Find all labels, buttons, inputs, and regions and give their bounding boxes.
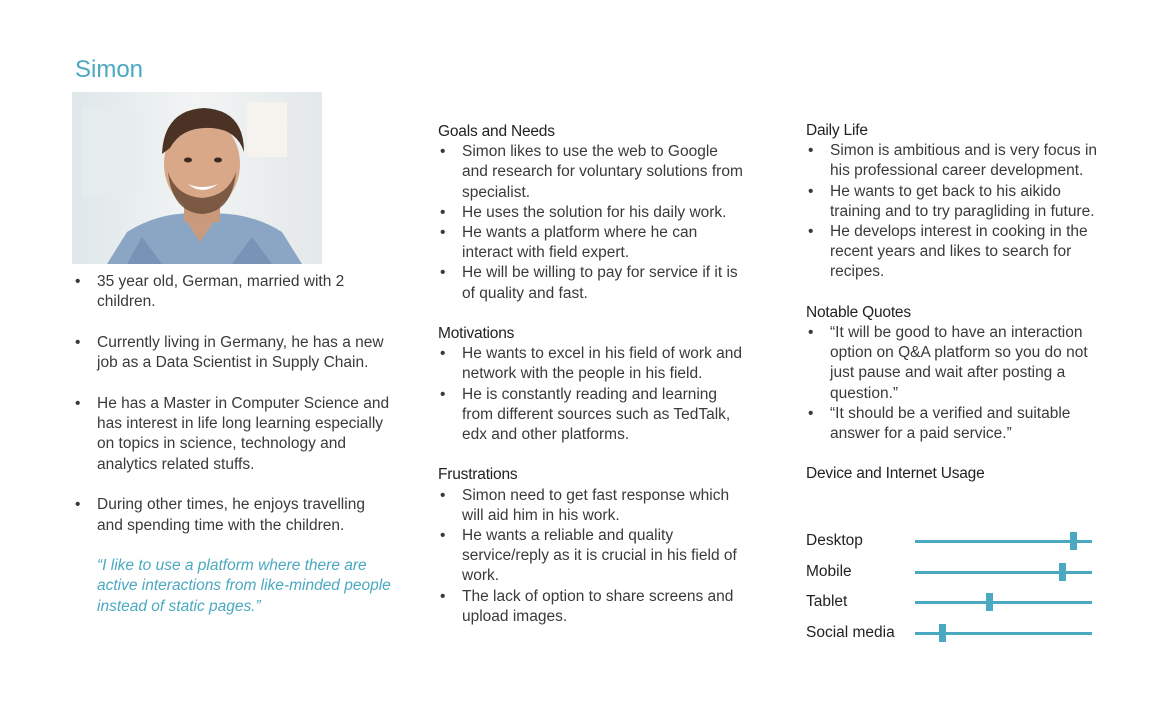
usage-label: Social media [806,623,895,641]
goal-item: • He will be willing to pay for service if it is of quality and fast. [438,263,748,303]
motivations-title: Motivations [438,325,515,343]
quotes-section [806,303,1116,444]
daily-life-item: • He develops interest in cooking in the recent years and likes to search for recipes. [806,222,1116,283]
usage-label: Desktop [806,532,863,549]
detail-item: • During other times, he enjoys travelling and spending time with the children. [73,495,393,536]
usage-knob [939,624,946,642]
usage-track [915,632,1092,635]
usage-row [806,591,1096,622]
frustrations-title: Frustrations [438,466,518,484]
detail-item: • 35 year old, German, married with 2 children. [73,272,393,313]
middle-column [438,122,748,647]
daily-life-section [806,121,1116,283]
daily-life-item: • He wants to get back to his aikido training and to try paragliding in future. [806,182,1116,222]
right-column [806,121,1116,485]
frustration-item: • Simon need to get fast response which will aid him in his work. [438,486,748,526]
persona-details [73,272,393,617]
persona-photo [72,92,322,264]
quotes-title: Notable Quotes [806,303,911,321]
motivations-section [438,324,748,445]
usage-row [806,561,1096,592]
quote-item: • “It will be good to have an interaction option on Q&A platform so you do not just pause and wait after posting a question.” [806,323,1116,404]
usage-knob [1059,563,1066,581]
goal-item: • Simon likes to use the web to Google and research for voluntary solutions from specialist. [438,142,748,203]
usage-track [915,540,1092,543]
usage-track [915,571,1092,574]
frustrations-section [438,465,748,627]
goal-item: • He wants a platform where he can interact with field expert. [438,223,748,263]
usage-chart [806,530,1096,652]
detail-item: • Currently living in Germany, he has a new job as a Data Scientist in Supply Chain. [73,333,393,374]
frustration-item: • The lack of option to share screens and upload images. [438,587,748,627]
motivation-item: • He is constantly reading and learning from different sources such as TedTalk, edx and other platforms. [438,385,748,446]
motivation-item: • He wants to excel in his field of work and network with the people in his field. [438,344,748,384]
usage-track [915,601,1092,604]
quote-item: • “It should be a verified and suitable answer for a paid service.” [806,404,1116,444]
usage-label: Mobile [806,562,852,580]
usage-row [806,530,1096,561]
persona-name: Simon [75,56,144,83]
goals-section [438,122,748,304]
daily-life-item: • Simon is ambitious and is very focus in his professional career development. [806,141,1116,181]
usage-label: Tablet [806,593,848,610]
detail-item: • He has a Master in Computer Science and has interest in life long learning especially on topics in science, technology and analytics related stuffs. [73,394,393,475]
usage-row [806,622,1096,653]
usage-title: Device and Internet Usage [806,465,985,483]
daily-life-title: Daily Life [806,122,868,139]
persona-quote: “I like to use a platform where there are active interactions from like-minded people instead of static pages.” [97,557,391,615]
usage-knob [986,593,993,611]
usage-knob [1070,532,1077,550]
frustration-item: • He wants a reliable and quality service/reply as it is crucial in his field of work. [438,526,748,587]
goals-title: Goals and Needs [438,123,555,140]
goal-item: • He uses the solution for his daily work. [438,203,748,223]
